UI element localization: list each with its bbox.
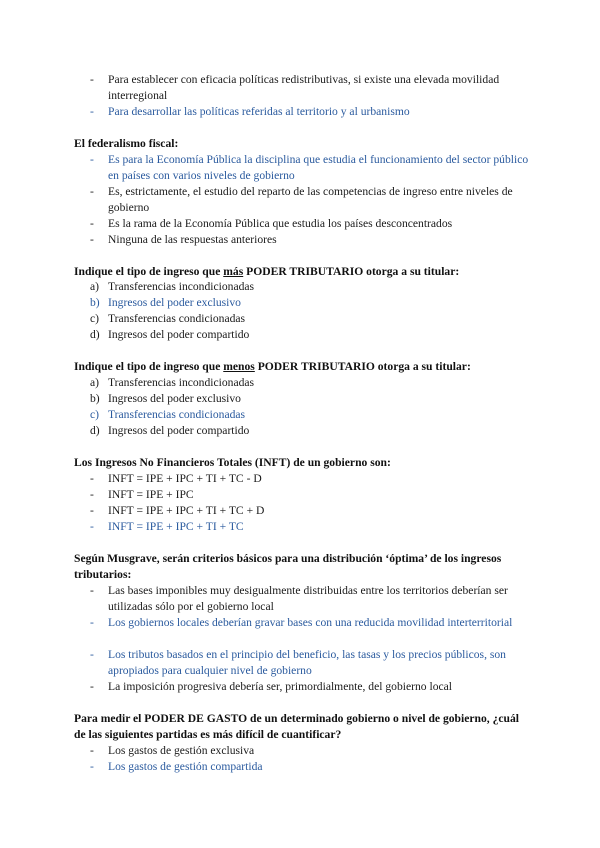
list-marker: -	[90, 744, 94, 757]
list-marker: b)	[90, 392, 100, 405]
list-item	[90, 423, 530, 439]
list-item-answer	[90, 104, 530, 120]
question-text: PODER TRIBUTARIO otorga a su titular:	[243, 265, 460, 278]
option-text: Es para la Economía Pública la disciplina que estudia el funcionamiento del sector público en países con varios niveles de gobierno	[108, 153, 529, 182]
question-text: Indique el tipo de ingreso que	[74, 265, 224, 278]
list-item	[90, 232, 530, 248]
list-item-answer	[90, 407, 530, 423]
list-item	[90, 471, 530, 487]
question-heading: Según Musgrave, serán criterios básicos para una distribución ‘óptima’ de los ingresos tributarios:	[74, 552, 502, 581]
option-text: Ingresos del poder compartido	[108, 328, 250, 341]
option-text: Los tributos basados en el principio del beneficio, las tasas y los precios públicos, son apropiados para cualquier nivel de gobierno	[108, 648, 506, 677]
list-marker: c)	[90, 408, 100, 421]
list-marker: -	[90, 185, 94, 198]
list-item-answer	[90, 759, 530, 775]
list-marker: -	[90, 520, 94, 533]
list-item-answer	[90, 615, 530, 631]
option-text: INFT = IPE + IPC + TI + TC + D	[108, 504, 265, 517]
option-text: Transferencias incondicionadas	[108, 376, 255, 389]
list-marker: c)	[90, 312, 100, 325]
list-marker: -	[90, 584, 94, 597]
list-item	[90, 679, 530, 695]
option-text: Ninguna de las respuestas anteriores	[108, 233, 277, 246]
option-text: Transferencias condicionadas	[108, 312, 246, 325]
list-marker: b)	[90, 296, 100, 309]
list-marker: -	[90, 153, 94, 166]
option-text: Los gastos de gestión compartida	[108, 760, 263, 773]
list-marker: d)	[90, 328, 100, 341]
list-marker: -	[90, 616, 94, 629]
list-item	[90, 184, 530, 216]
list-marker: -	[90, 472, 94, 485]
list-item-answer	[90, 647, 530, 679]
option-text: Ingresos del poder compartido	[108, 424, 250, 437]
list-item	[90, 279, 530, 295]
option-text: INFT = IPE + IPC + TI + TC	[108, 520, 244, 533]
list-item-answer	[90, 519, 530, 535]
option-text: Los gastos de gestión exclusiva	[108, 744, 255, 757]
option-text: INFT = IPE + IPC + TI + TC - D	[108, 472, 262, 485]
option-text: Ingresos del poder exclusivo	[108, 296, 241, 309]
list-item	[90, 375, 530, 391]
option-text: INFT = IPE + IPC	[108, 488, 194, 501]
question-heading	[74, 264, 530, 280]
list-marker: a)	[90, 280, 100, 293]
question-heading: Para medir el PODER DE GASTO de un determinado gobierno o nivel de gobierno, ¿cuál de las siguientes partidas es más difícil de cuantificar?	[74, 712, 519, 741]
option-text: Los gobiernos locales deberían gravar bases con una reducida movilidad interterritorial	[108, 616, 513, 629]
list-marker: -	[90, 233, 94, 246]
question-text: Indique el tipo de ingreso que	[74, 360, 224, 373]
option-text: Transferencias condicionadas	[108, 408, 246, 421]
list-item	[90, 72, 530, 104]
option-text: Es, estrictamente, el estudio del reparto de las competencias de ingreso entre niveles de gobierno	[108, 185, 513, 214]
question-emphasis: más	[223, 265, 244, 278]
list-item	[90, 327, 530, 343]
option-text: Las bases imponibles muy desigualmente distribuidas entre los territorios deberían ser utilizadas sólo por el gobierno local	[108, 584, 508, 613]
list-item	[90, 743, 530, 759]
list-marker: -	[90, 680, 94, 693]
list-item	[90, 391, 530, 407]
list-item-answer	[90, 295, 530, 311]
list-marker: -	[90, 105, 94, 118]
list-marker: -	[90, 488, 94, 501]
list-item-answer	[90, 152, 530, 184]
list-marker: -	[90, 648, 94, 661]
list-marker: a)	[90, 376, 100, 389]
option-text: Es la rama de la Economía Pública que estudia los países desconcentrados	[108, 217, 453, 230]
option-text: Transferencias incondicionadas	[108, 280, 255, 293]
option-text: La imposición progresiva debería ser, primordialmente, del gobierno local	[108, 680, 453, 693]
list-marker: -	[90, 217, 94, 230]
question-heading: El federalismo fiscal:	[74, 137, 179, 150]
option-text: Para desarrollar las políticas referidas al territorio y al urbanismo	[108, 105, 410, 118]
question-heading	[74, 359, 530, 375]
list-marker: -	[90, 504, 94, 517]
list-item	[90, 216, 530, 232]
list-item	[90, 583, 530, 615]
question-heading: Los Ingresos No Financieros Totales (INFT) de un gobierno son:	[74, 456, 391, 469]
list-marker: -	[90, 73, 94, 86]
option-text: Ingresos del poder exclusivo	[108, 392, 241, 405]
option-text: Para establecer con eficacia políticas redistributivas, si existe una elevada movilidad interregional	[108, 73, 500, 102]
list-marker: d)	[90, 424, 100, 437]
question-emphasis: menos	[223, 360, 255, 373]
list-item	[90, 503, 530, 519]
list-item	[90, 487, 530, 503]
list-marker: -	[90, 760, 94, 773]
question-text: PODER TRIBUTARIO otorga a su titular:	[254, 360, 471, 373]
list-item	[90, 311, 530, 327]
